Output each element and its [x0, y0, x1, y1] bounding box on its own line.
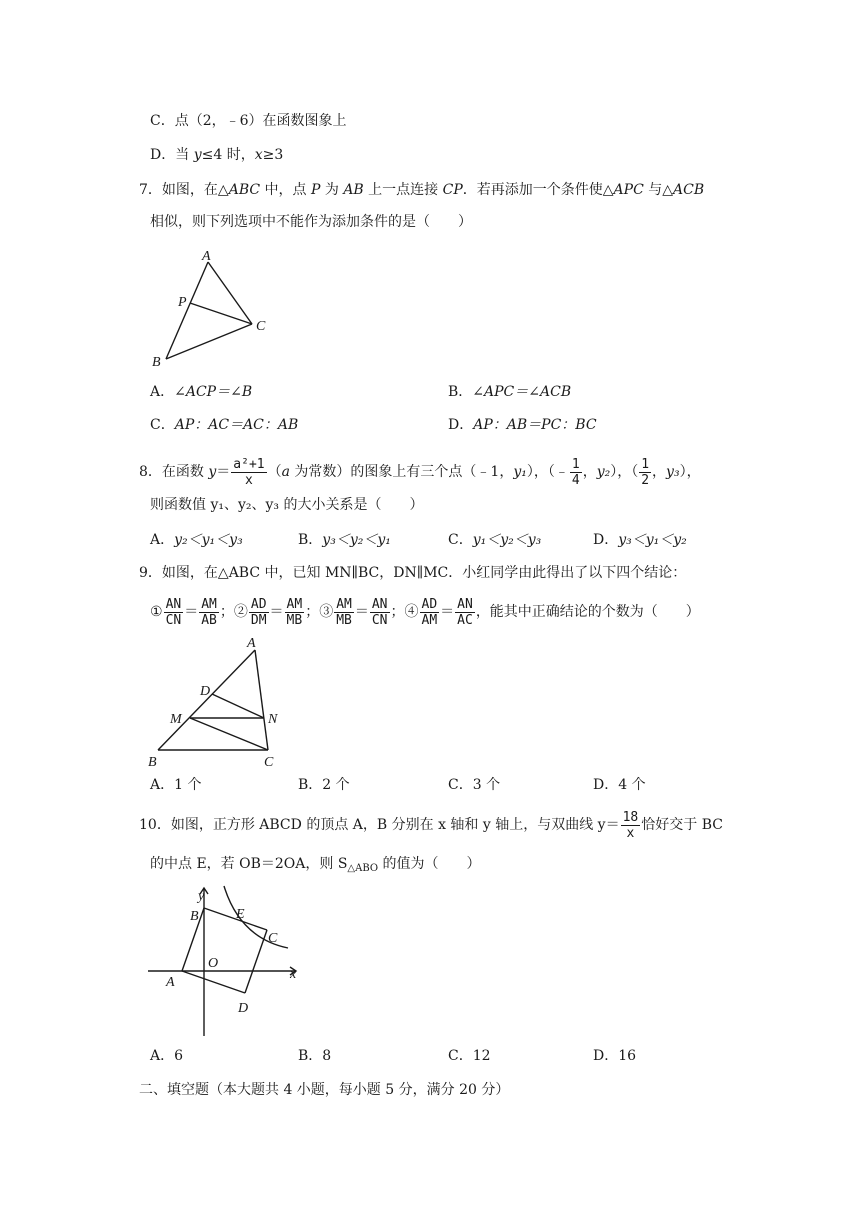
q9-c3-left: $\frac{AM}{MB}$	[336, 596, 352, 628]
q7-triangle-figure	[140, 240, 290, 370]
q9-label-m: M	[170, 712, 182, 727]
q10-label-o: O	[208, 956, 219, 971]
q8-option-c: C．y₁＜y₂＜y₃	[448, 532, 542, 548]
q8-function-fraction: $\frac{\text{a²+1}}{x}$	[233, 456, 265, 488]
section-2-heading: 二、填空题（本大题共 4 小题，每小题 5 分，满分 20 分）	[139, 1082, 510, 1098]
q10-option-a: A．6	[150, 1048, 184, 1064]
q10-hyperbola-fraction: $\frac{18}{x}$	[622, 809, 639, 841]
q9-option-d: D．4 个	[593, 777, 646, 793]
q10-label-x: x	[290, 967, 297, 982]
q10-option-c: C．12	[448, 1048, 491, 1064]
q9-label-a: A	[247, 636, 256, 651]
q9-label-c: C	[264, 755, 274, 770]
q9-c3-right: $\frac{AN}{CN}$	[371, 596, 388, 628]
q8-stem-line2: 则函数值 y₁、y₂、y₃ 的大小关系是（ ）	[150, 497, 424, 513]
q7-stem-line1: 7．如图，在△ABC 中，点 P 为 AB 上一点连接 CP．若再添加一个条件使△APC 与△ACB	[139, 182, 705, 198]
q9-c4-right: $\frac{AN}{AC}$	[457, 596, 473, 628]
q6-option-d: D．当 y≤4 时，x≥3	[150, 147, 284, 163]
q7-label-p: P	[178, 295, 187, 310]
q9-c1-left: $\frac{AN}{CN}$	[165, 596, 182, 628]
q9-label-b: B	[148, 755, 157, 770]
q10-coordinate-figure	[140, 878, 310, 1038]
q9-label-d: D	[200, 684, 211, 699]
q10-label-d: D	[238, 1001, 249, 1016]
q9-conclusions-line: ① $\frac{AN}{CN}$ ＝ $\frac{AM}{AB}$ ；② $\frac{AD}{DM}$ ＝ $\frac{AM}{MB}$ ；③ $\frac{AM}{MB}$ ＝ $\frac{AN}{CN}$ ；④ $\frac{AD}{AM}$ ＝ $\frac{AN}{AC}$ ，能其中正确结论的个数为（ ）	[150, 596, 700, 628]
q10-label-c: C	[268, 931, 278, 946]
q9-label-n: N	[268, 712, 278, 727]
q10-label-y: y	[198, 889, 205, 904]
q10-label-b: B	[190, 909, 199, 924]
q9-c4-left: $\frac{AD}{AM}$	[421, 596, 438, 628]
q9-c2-right: $\frac{AM}{MB}$	[286, 596, 303, 628]
q7-option-b: B．∠APC＝∠ACB	[448, 384, 572, 400]
q8-option-a: A．y₂＜y₁＜y₃	[150, 532, 243, 548]
q7-option-a: A．∠ACP＝∠B	[150, 384, 253, 400]
q10-option-b: B．8	[298, 1048, 332, 1064]
q8-stem-line1: 8．在函数 y＝ $\frac{\text{a²+1}}{x}$ （a 为常数）的图象上有三个点（﹣1，y₁），（﹣ $\frac{1}{4}$ ，y₂），（ $\frac{1}{2}$ ，y₃），	[139, 456, 701, 488]
q9-c1-right: $\frac{AM}{AB}$	[201, 596, 217, 628]
q9-option-a: A．1 个	[150, 777, 202, 793]
q6-option-c: C．点（2，﹣6）在函数图象上	[150, 113, 347, 129]
q9-option-c: C．3 个	[448, 777, 501, 793]
q8-quarter-fraction: $\frac{1}{4}$	[571, 456, 580, 488]
q8-option-d: D．y₃＜y₁＜y₂	[593, 532, 687, 548]
q7-label-c: C	[256, 319, 266, 334]
q7-label-a: A	[202, 249, 211, 264]
q7-label-b: B	[152, 355, 161, 370]
q8-half-fraction: $\frac{1}{2}$	[641, 456, 650, 488]
q9-triangle-figure	[140, 630, 300, 772]
q9-stem-line1: 9．如图，在△ABC 中，已知 MN∥BC，DN∥MC．小红同学由此得出了以下四个结论：	[139, 565, 687, 581]
q10-stem-line2: 的中点 E，若 OB＝2OA，则 $S_{\triangle ABO}$ 的值为（ ）	[150, 856, 481, 874]
q9-c2-left: $\frac{AD}{DM}$	[250, 596, 267, 628]
q9-option-b: B．2 个	[298, 777, 350, 793]
q10-label-e: E	[236, 907, 245, 922]
q10-label-a: A	[166, 975, 175, 990]
q8-option-b: B．y₃＜y₂＜y₁	[298, 532, 391, 548]
q7-stem-line2: 相似，则下列选项中不能作为添加条件的是（ ）	[150, 214, 472, 230]
q10-stem-line1: 10．如图，正方形 ABCD 的顶点 A，B 分别在 x 轴和 y 轴上，与双曲线 y＝ $\frac{18}{x}$ 恰好交于 BC	[139, 809, 723, 841]
q10-option-d: D．16	[593, 1048, 637, 1064]
q7-option-d: D．AP：AB＝PC：BC	[448, 417, 597, 433]
q7-option-c: C．AP：AC＝AC：AB	[150, 417, 299, 433]
